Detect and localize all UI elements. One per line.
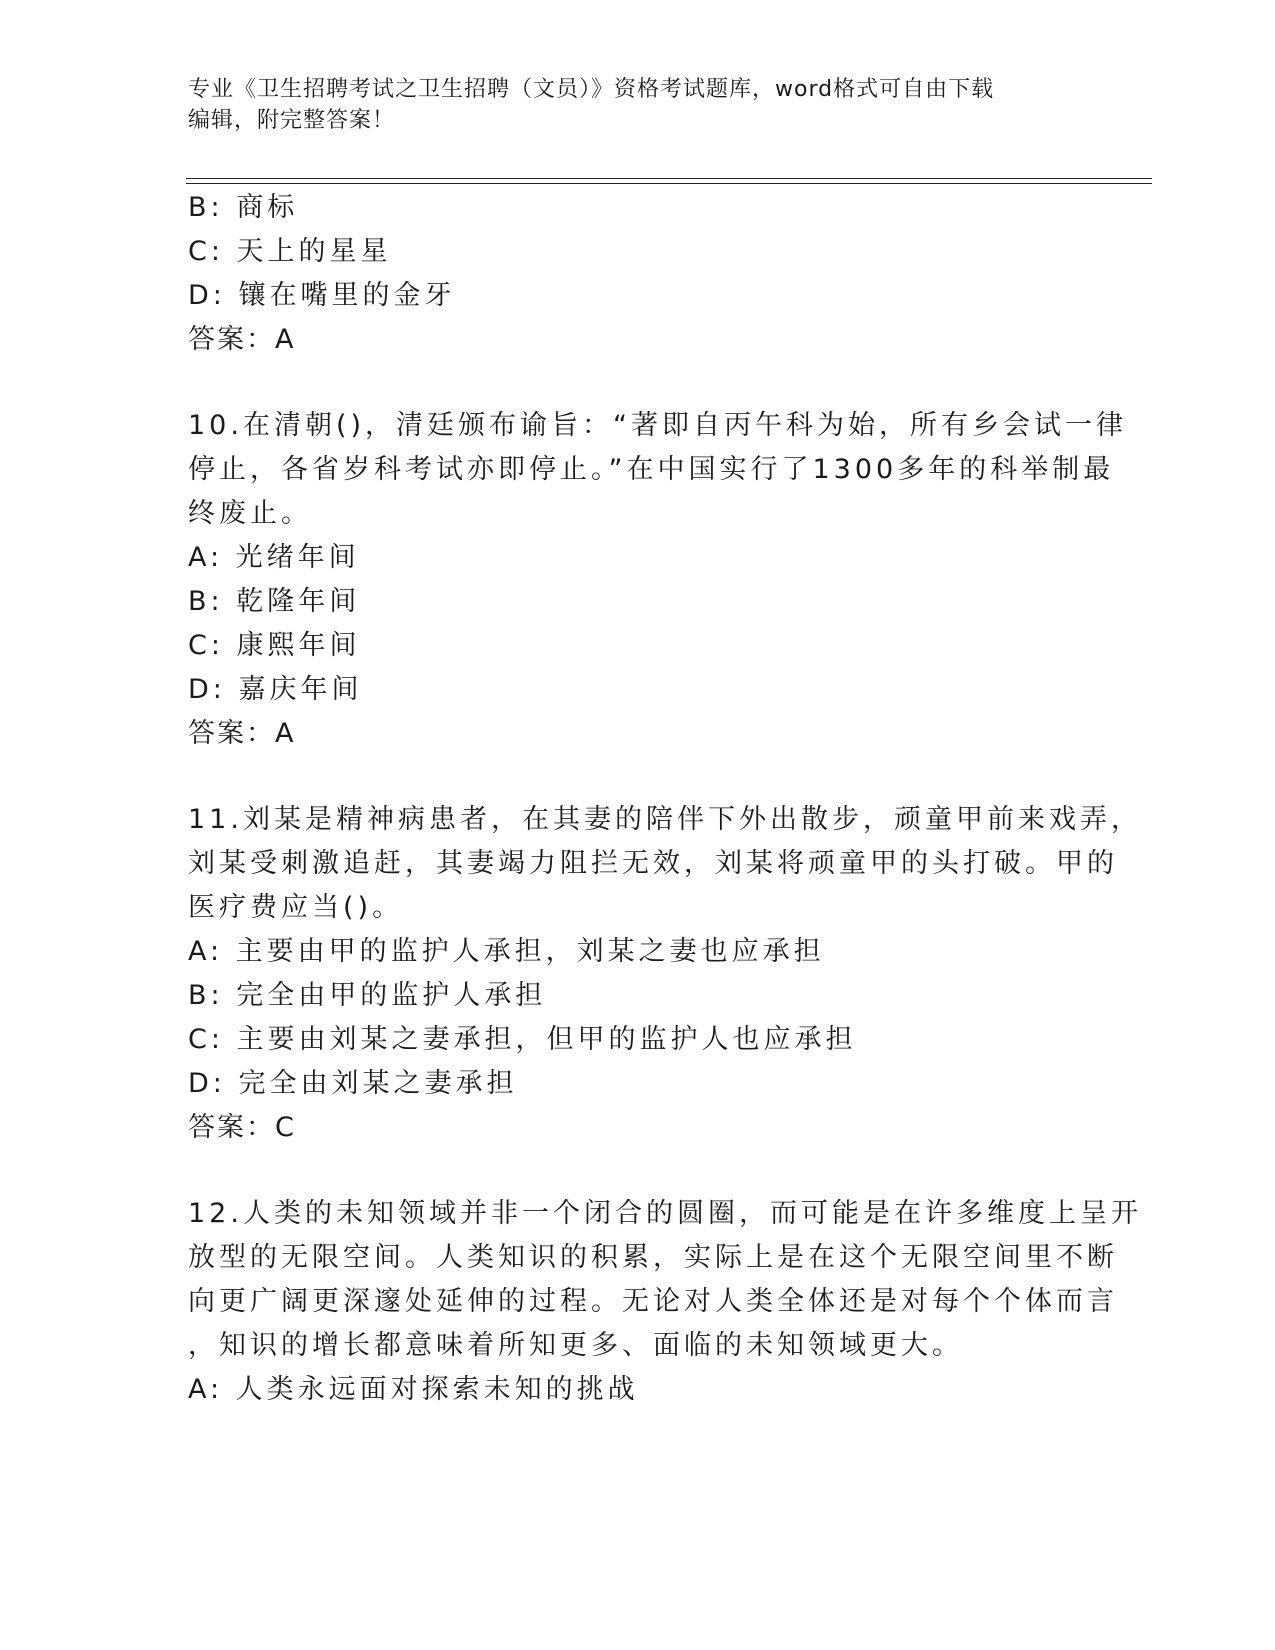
q12-option-a: A: 人类永远面对探索未知的挑战 bbox=[188, 1374, 639, 1405]
header-line-2: 编辑，附完整答案！ bbox=[188, 108, 396, 133]
q10-option-b: B: 乾隆年间 bbox=[188, 586, 361, 617]
q9-option-b: B: 商标 bbox=[188, 192, 299, 223]
document-header bbox=[188, 74, 1088, 136]
q12-stem-line-4: ，知识的增长都意味着所知更多、面临的未知领域更大。 bbox=[188, 1330, 963, 1361]
q11-option-d: D: 完全由刘某之妻承担 bbox=[188, 1068, 518, 1099]
q10-stem-line-1: 10.在清朝()，清廷颁布谕旨：“著即自丙午科为始，所有乡会试一律 bbox=[188, 410, 1127, 441]
header-divider-bottom bbox=[186, 183, 1152, 184]
q11-stem-line-3: 医疗费应当()。 bbox=[188, 892, 404, 923]
q11-option-b: B: 完全由甲的监护人承担 bbox=[188, 980, 547, 1011]
q10-stem-line-3: 终废止。 bbox=[188, 498, 312, 529]
q12-stem-line-1: 12.人类的未知领域并非一个闭合的圆圈，而可能是在许多维度上呈开 bbox=[188, 1198, 1142, 1229]
q10-stem-line-2: 停止，各省岁科考试亦即停止。”在中国实行了1300多年的科举制最 bbox=[188, 454, 1115, 485]
q9-option-c: C: 天上的星星 bbox=[188, 236, 392, 267]
q12-stem-line-3: 向更广阔更深邃处延伸的过程。无论对人类全体还是对每个个体而言 bbox=[188, 1286, 1118, 1317]
header-line-1: 专业《卫生招聘考试之卫生招聘（文员）》资格考试题库，word格式可自由下载 bbox=[188, 77, 995, 102]
q10-option-d: D: 嘉庆年间 bbox=[188, 674, 363, 705]
q11-option-a: A: 主要由甲的监护人承担，刘某之妻也应承担 bbox=[188, 936, 825, 967]
q12-stem-line-2: 放型的无限空间。人类知识的积累，实际上是在这个无限空间里不断 bbox=[188, 1242, 1118, 1273]
q10-option-c: C: 康熙年间 bbox=[188, 630, 361, 661]
q10-option-a: A: 光绪年间 bbox=[188, 542, 360, 573]
q11-answer: 答案：C bbox=[188, 1112, 296, 1143]
q11-stem-line-2: 刘某受刺激追赶，其妻竭力阻拦无效，刘某将顽童甲的头打破。甲的 bbox=[188, 848, 1118, 879]
q10-answer: 答案：A bbox=[188, 718, 296, 749]
q9-option-d: D: 镶在嘴里的金牙 bbox=[188, 280, 456, 311]
header-divider-top bbox=[186, 178, 1152, 179]
q11-option-c: C: 主要由刘某之妻承担，但甲的监护人也应承担 bbox=[188, 1024, 857, 1055]
q9-answer: 答案：A bbox=[188, 324, 296, 355]
q11-stem-line-1: 11.刘某是精神病患者，在其妻的陪伴下外出散步，顽童甲前来戏弄， bbox=[188, 804, 1142, 835]
